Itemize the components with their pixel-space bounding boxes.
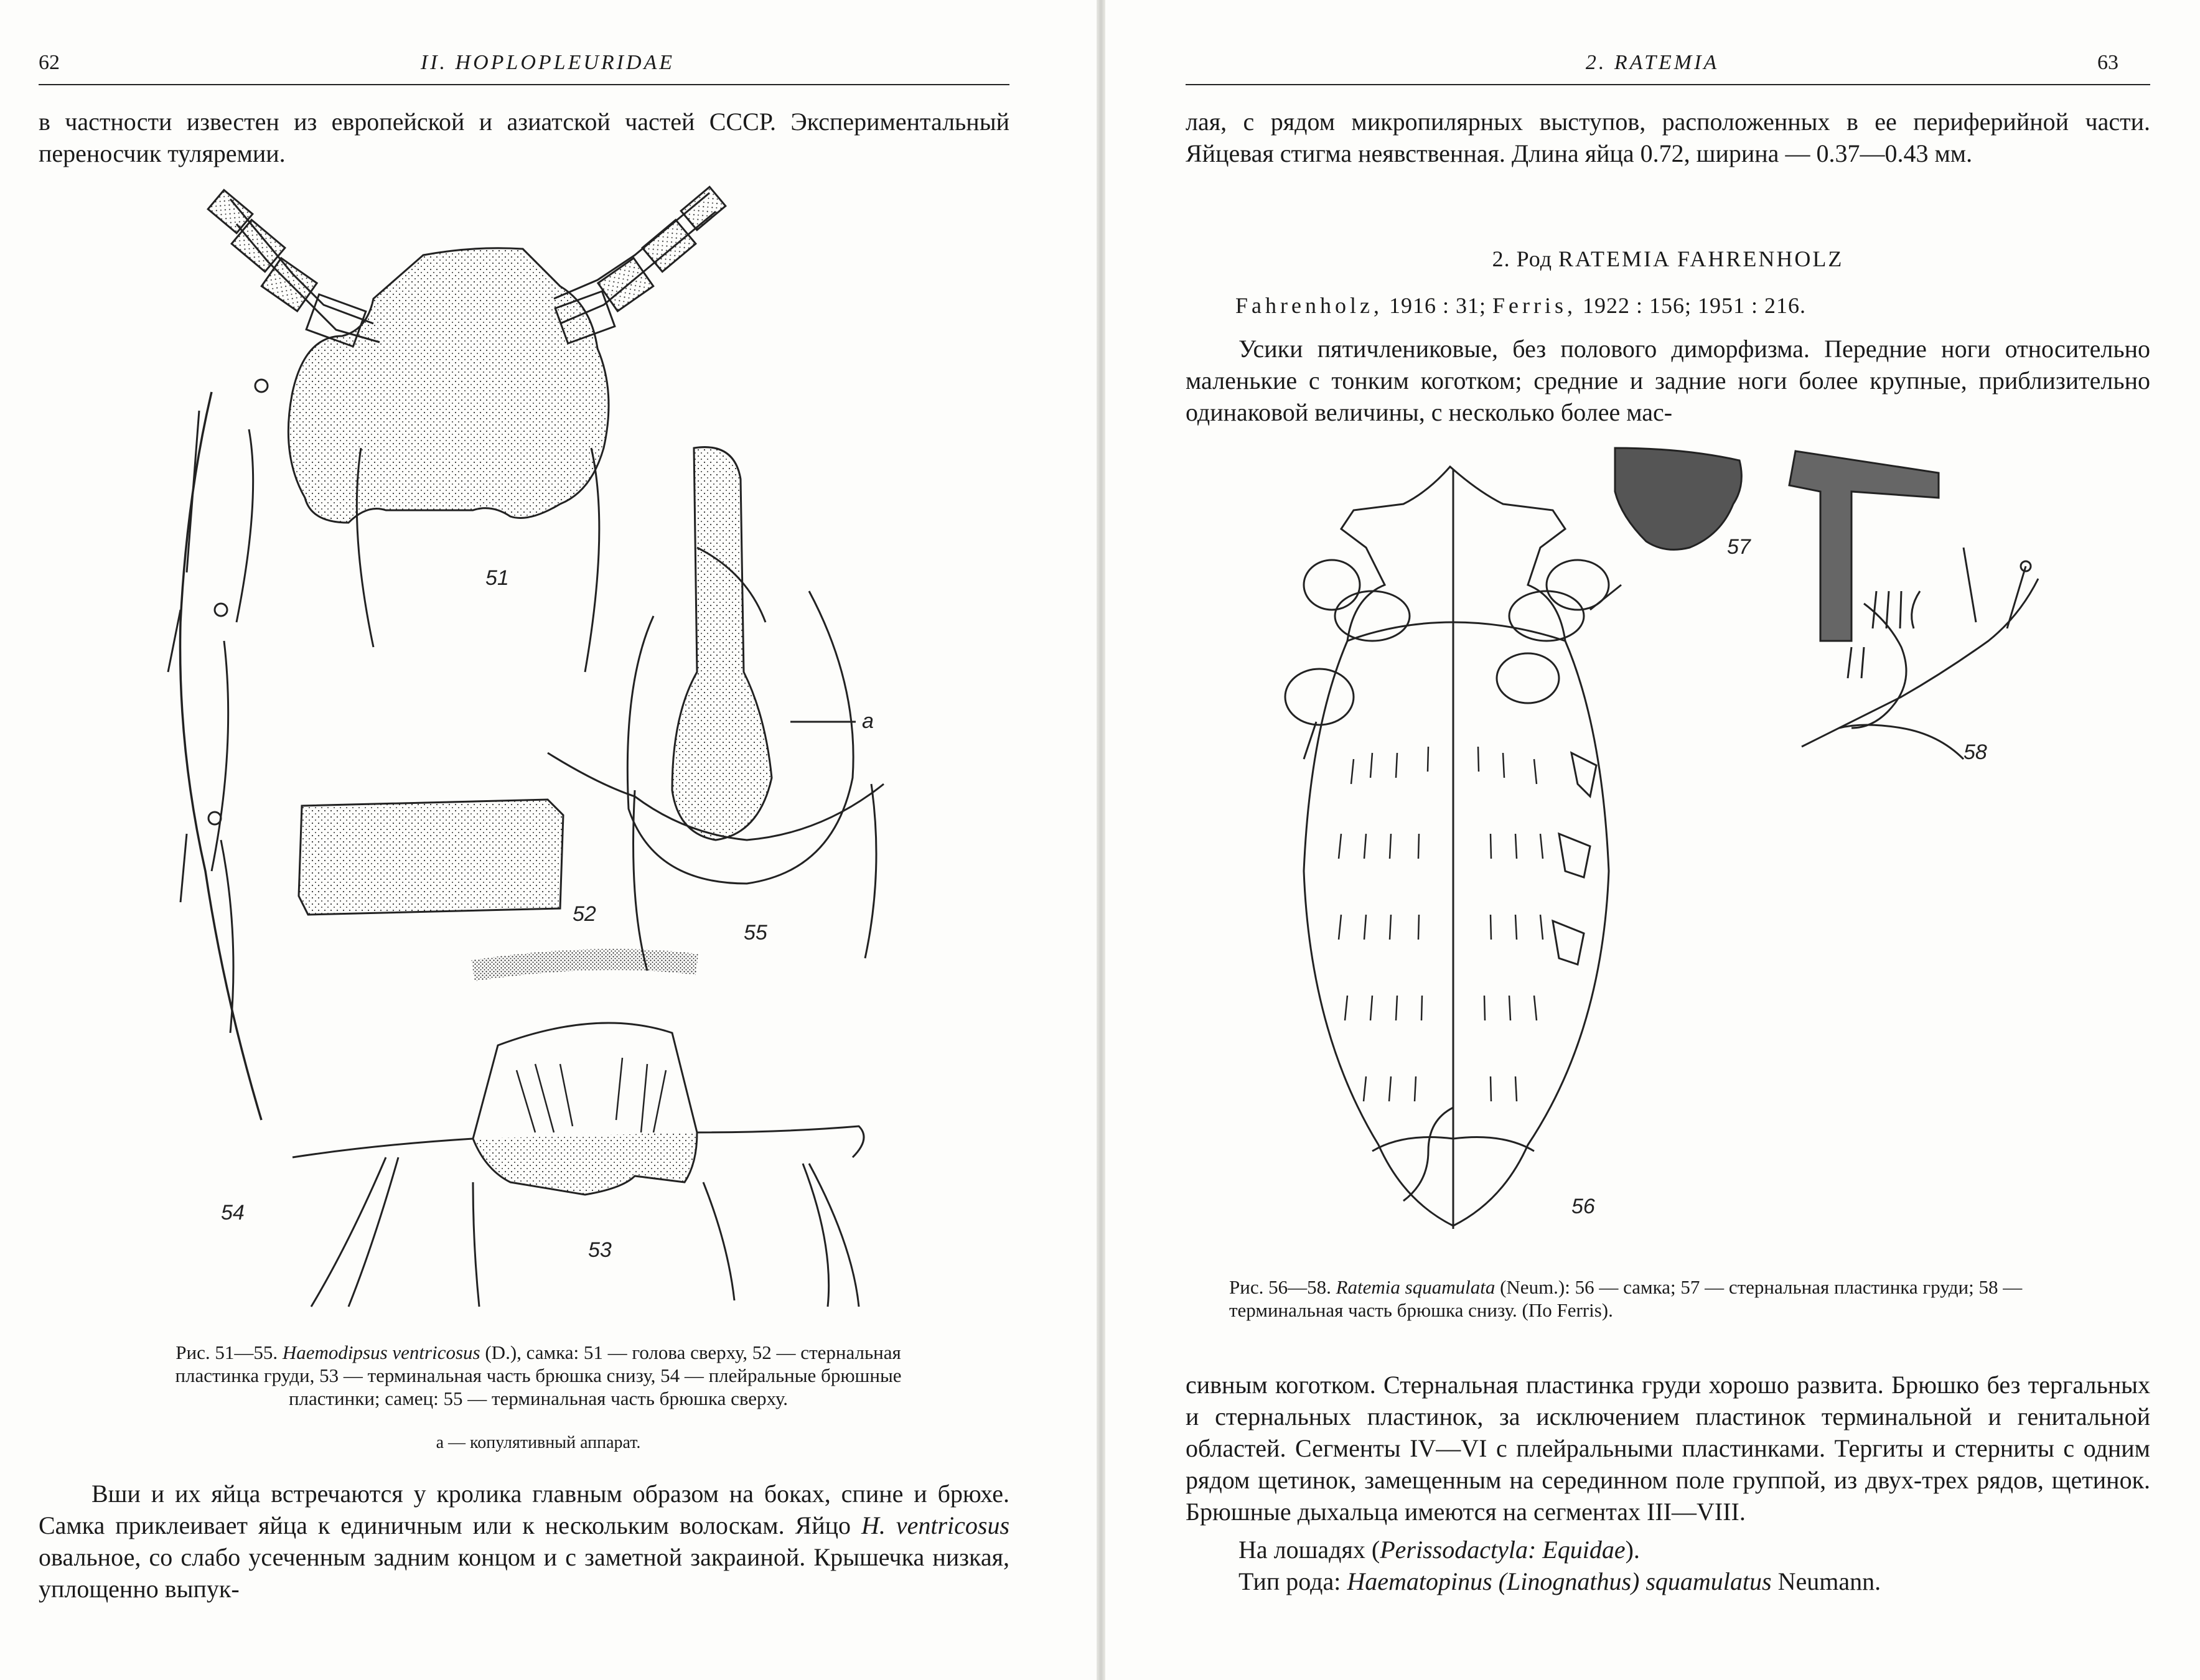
genus-name: RATEMIA FAHRENHOLZ	[1558, 246, 1844, 271]
host-taxa: Perissodactyla: Equidae	[1380, 1536, 1626, 1564]
figure-label-51: 51	[485, 566, 509, 590]
header-rule	[1186, 84, 2150, 85]
running-head: 2. RATEMIA	[1585, 51, 1720, 74]
eggs-text-part2: овальное, со слабо усеченным задним концом и с заметной закраиной. Крышечка низкая, уплощенно выпук-	[39, 1543, 1009, 1603]
caption-prefix: Рис. 51—55.	[176, 1342, 278, 1363]
running-head: II. HOPLOPLEURIDAE	[420, 51, 675, 74]
ref-1: 1916 : 31;	[1388, 293, 1486, 318]
type-taxon: Haematopinus (Linognathus) squamulatus	[1347, 1567, 1772, 1595]
type-species-line	[1186, 1566, 2150, 1597]
figure-label-a: a	[862, 709, 874, 733]
genus-description-continuation: сивным коготком. Стернальная пластинка груди хорошо развита. Брюшко без тергальных и стернальных пластинок, за исключением пластинок терминальной и генитальной областей. Сегменты IV—VI с плейральными пластинками. Тергиты и стерниты с одним рядом щетинок, замещенным на серединном поле группой, из двух-трех рядов, щетинок. Брюшные дыхальца имеются на сегментах III—VIII.	[1186, 1371, 2150, 1526]
host-line	[1186, 1534, 2150, 1566]
sternal-plate-figure-57	[1615, 448, 1741, 549]
figure-caption-51-55	[137, 1341, 940, 1410]
figure-label-56: 56	[1571, 1195, 1595, 1218]
book-gutter	[1097, 0, 1105, 1680]
figure-label-58: 58	[1964, 740, 1987, 764]
eggs-paragraph	[39, 1478, 1009, 1605]
eggs-text-part1: Вши и их яйца встречаются у кролика главным образом на боках, спине и брюхе. Самка приклеивает яйца к единичным или к нескольким волоскам. Яйцо	[39, 1480, 1009, 1539]
caption-note: a — копулятивный аппарат.	[436, 1433, 641, 1452]
genus-heading	[1186, 246, 2150, 272]
male-terminal-figure-55	[548, 447, 884, 971]
right-page	[1105, 0, 2200, 1680]
type-prefix: Тип рода:	[1238, 1567, 1341, 1595]
genus-prefix: 2. Род	[1492, 246, 1553, 271]
sternal-plate-figure-52	[299, 800, 563, 915]
caption-prefix: Рис. 56—58.	[1229, 1276, 1331, 1298]
caption-species: Haemodipsus ventricosus	[282, 1342, 480, 1363]
ref-author-1: Fahrenholz,	[1235, 293, 1383, 318]
page-number: 62	[39, 51, 60, 74]
genus-references	[1235, 292, 2150, 319]
ref-2: 1922 : 156; 1951 : 216.	[1582, 293, 1806, 318]
caption-species: Ratemia squamulata	[1336, 1276, 1496, 1298]
genus-description-text: Усики пятичлениковые, без полового диморфизма. Передние ноги относительно маленькие с тонким коготком; средние и задние ноги более крупные, приблизительно одинаковой величины, с несколько более мас-	[1186, 335, 2150, 426]
host-prefix: На лошадях (	[1238, 1536, 1380, 1564]
figure-label-53: 53	[588, 1238, 612, 1262]
figure-caption-56-58	[1229, 1276, 2113, 1322]
egg-description-paragraph: лая, с рядом микропилярных выступов, расположенных в ее периферийной части. Яйцевая стигма неявственная. Длина яйца 0.72, ширина — 0.37—0.43 мм.	[1186, 108, 2150, 167]
page-number: 63	[2097, 51, 2118, 74]
continuation-paragraph: в частности известен из европейской и азиатской частей СССР. Экспериментальный переносчик туляремии.	[39, 108, 1009, 167]
figure-label-55: 55	[744, 921, 767, 945]
caption-text: (D.), самка: 51 — голова сверху, 52 — стернальная пластинка груди, 53 — терминальная часть брюшка снизу, 54 — плейральные брюшные пластинки; самец: 55 — терминальная часть брюшка сверху.	[175, 1342, 902, 1409]
head-figure-51	[208, 187, 726, 672]
type-author: Neumann.	[1777, 1567, 1881, 1595]
header-rule	[39, 84, 1009, 85]
figure-label-57: 57	[1727, 535, 1751, 559]
figure-label-54: 54	[221, 1201, 245, 1225]
female-body-figure-56	[1285, 467, 1621, 1229]
figure-51-55-illustration	[0, 187, 1095, 1307]
left-page	[0, 0, 1095, 1680]
genus-description-paragraph	[1186, 333, 2150, 428]
caption-text: (Neum.): 56 — самка; 57 — стернальная пластинка груди; 58 — терминальная часть брюшка снизу. (По Ferris).	[1229, 1276, 2023, 1321]
ref-author-2: Ferris,	[1492, 293, 1576, 318]
figure-56-58-illustration	[1105, 436, 2200, 1244]
eggs-species: H. ventricosus	[861, 1511, 1010, 1539]
figure-label-52: 52	[573, 902, 596, 926]
terminal-abdomen-figure-58	[1789, 451, 2038, 759]
pleural-plates-figure-54	[168, 380, 268, 1120]
terminal-abdomen-figure-53	[293, 959, 864, 1307]
host-suffix: ).	[1625, 1536, 1640, 1564]
